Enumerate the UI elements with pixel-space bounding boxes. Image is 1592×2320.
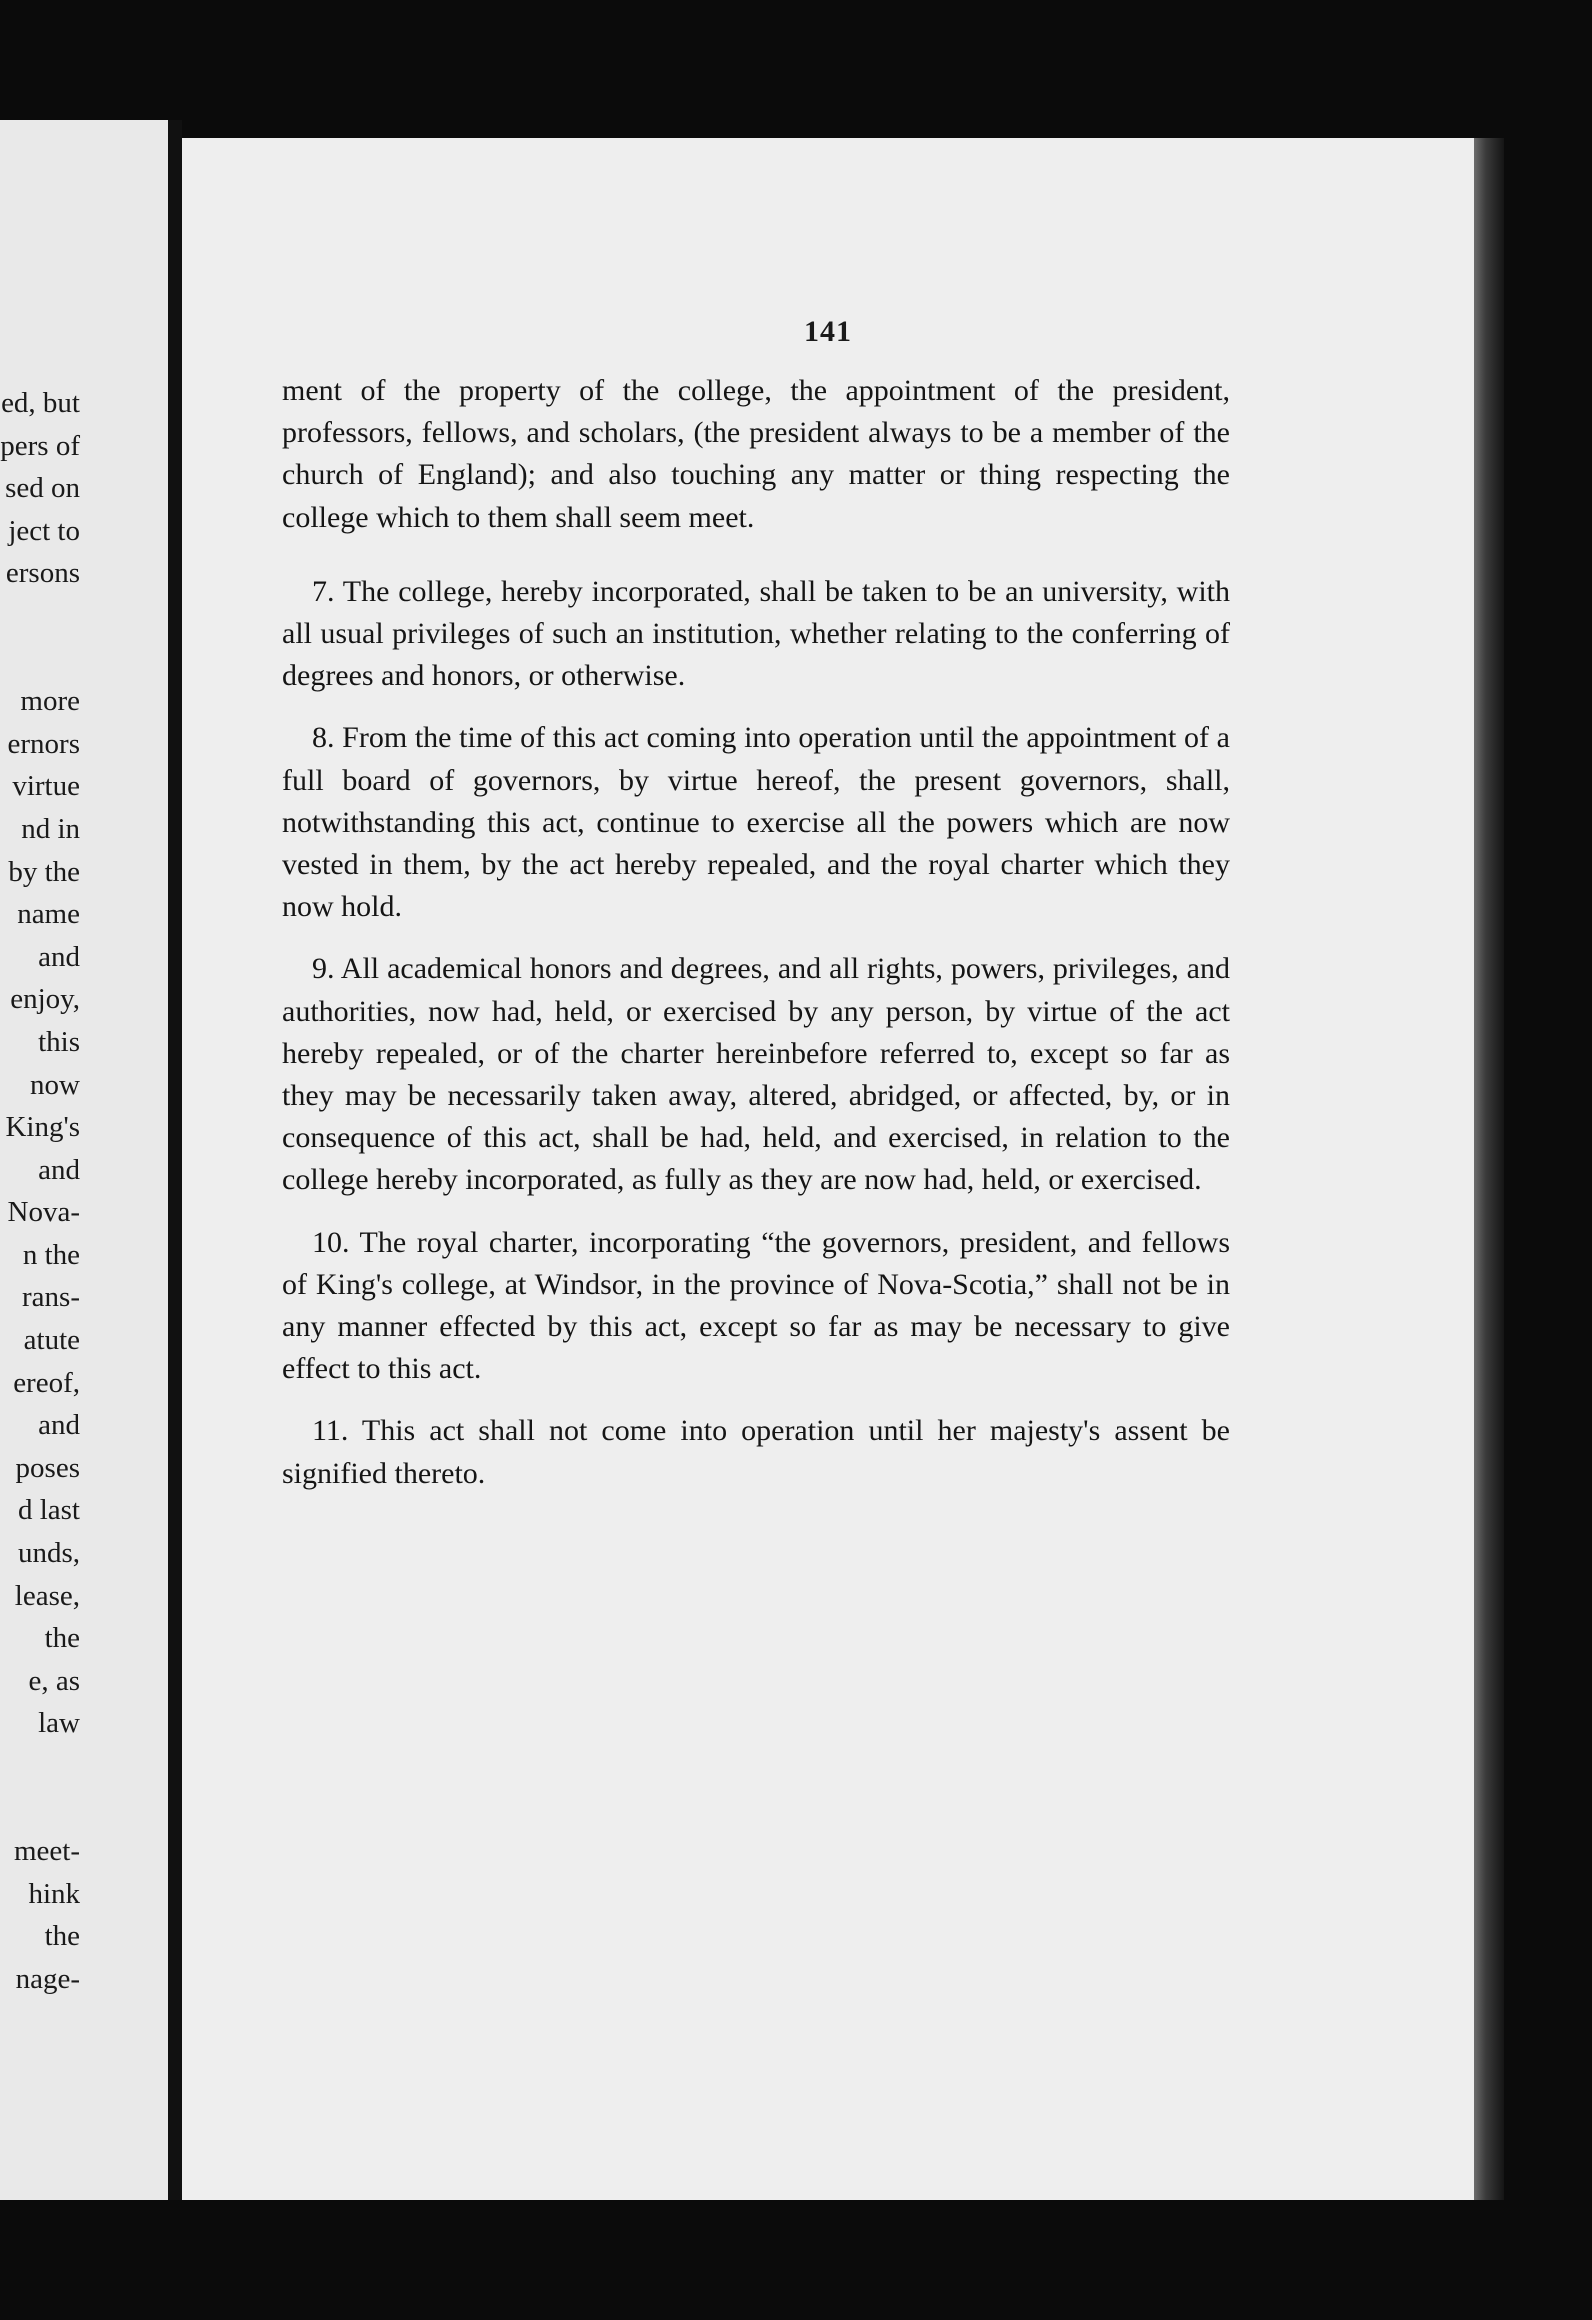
facing-line: lease, (14, 1579, 80, 1612)
facing-line: by the (8, 855, 80, 888)
facing-line: law (38, 1707, 80, 1740)
facing-line: nd in (21, 812, 80, 845)
facing-line: Nova- (7, 1196, 80, 1229)
facing-line: ereof, (13, 1366, 80, 1399)
facing-line: ersons (5, 557, 80, 590)
facing-line: now (30, 1068, 80, 1101)
facing-line: the (44, 1920, 80, 1953)
section-7-text: 7. The college, hereby incorporated, shall be taken to be an university, with all usual privileges of such an institution, whether relating to the conferring of degrees and honors, or otherwise. (282, 574, 1230, 693)
facing-line: more (20, 685, 80, 718)
paragraph-section-9 (282, 948, 1230, 1201)
facing-line: nage- (15, 1962, 80, 1995)
facing-line: poses (15, 1451, 80, 1484)
page-body (282, 370, 1230, 1495)
facing-line: sed on (5, 472, 80, 505)
facing-page (0, 120, 168, 2200)
paragraph-section-7 (282, 571, 1230, 698)
facing-line: ject to (8, 514, 80, 547)
facing-line: virtue (12, 770, 80, 803)
facing-line: rans- (22, 1281, 80, 1314)
paragraph-section-10 (282, 1222, 1230, 1391)
facing-line: ernors (7, 727, 80, 760)
page-edge (1474, 138, 1504, 2200)
paragraph-section-11 (282, 1410, 1230, 1494)
facing-line: meet- (13, 1835, 80, 1868)
facing-line: and (38, 1153, 80, 1186)
facing-line: d last (17, 1494, 80, 1527)
facing-line: atute (23, 1324, 80, 1357)
facing-line: and (38, 1409, 80, 1442)
section-10-text: 10. The royal charter, incorporating “the governors, president, and fellows of King's college, at Windsor, in the province of Nova-Scotia,” shall not be in any manner effected by this act, except so far as may be necessary to give effect to this act. (282, 1225, 1230, 1386)
section-9-text: 9. All academical honors and degrees, and all rights, powers, privileges, and authorities, now had, held, or exercised by any person, by virtue of the act hereby repealed, or of the charter hereinbefore referred to, except so far as they may be necessarily taken away, altered, abridged, or affected, by, or in consequence of this act, shall be had, held, and exercised, in relation to the college hereby incorporated, as fully as they are now had, held, or exercised. (282, 952, 1230, 1197)
facing-line: pers of (0, 429, 80, 462)
facing-line: unds, (17, 1537, 80, 1570)
facing-line: and (38, 940, 80, 973)
section-11-text: 11. This act shall not come into operation until her majesty's assent be signified thereto. (282, 1414, 1230, 1490)
page-number: 141 (804, 315, 852, 348)
book-gutter (168, 120, 182, 2200)
facing-line: this (38, 1025, 80, 1058)
facing-line: ed, but (1, 387, 80, 419)
facing-line: the (44, 1622, 80, 1655)
paragraph-section-8 (282, 717, 1230, 928)
facing-line: e, as (28, 1664, 80, 1697)
book-page (182, 138, 1474, 2200)
section-8-text: 8. From the time of this act coming into operation until the appointment of a full board of governors, by virtue hereof, the present governors, shall, notwithstanding this act, continue to exercise all the powers which are now vested in them, by the act hereby repealed, and the royal charter which they now hold. (282, 721, 1230, 924)
paragraph-continuation: ment of the property of the college, the appointment of the president, professors, fellows, and scholars, (the president always to be a member of the church of England); and also touching any matter or thing respecting the college which to them shall seem meet. (282, 374, 1230, 534)
facing-line: King's (5, 1111, 80, 1144)
facing-line: enjoy, (10, 983, 80, 1016)
facing-page-text (0, 382, 80, 2001)
facing-line: hink (28, 1877, 80, 1910)
facing-line: n the (22, 1238, 80, 1271)
facing-line: name (17, 898, 80, 931)
